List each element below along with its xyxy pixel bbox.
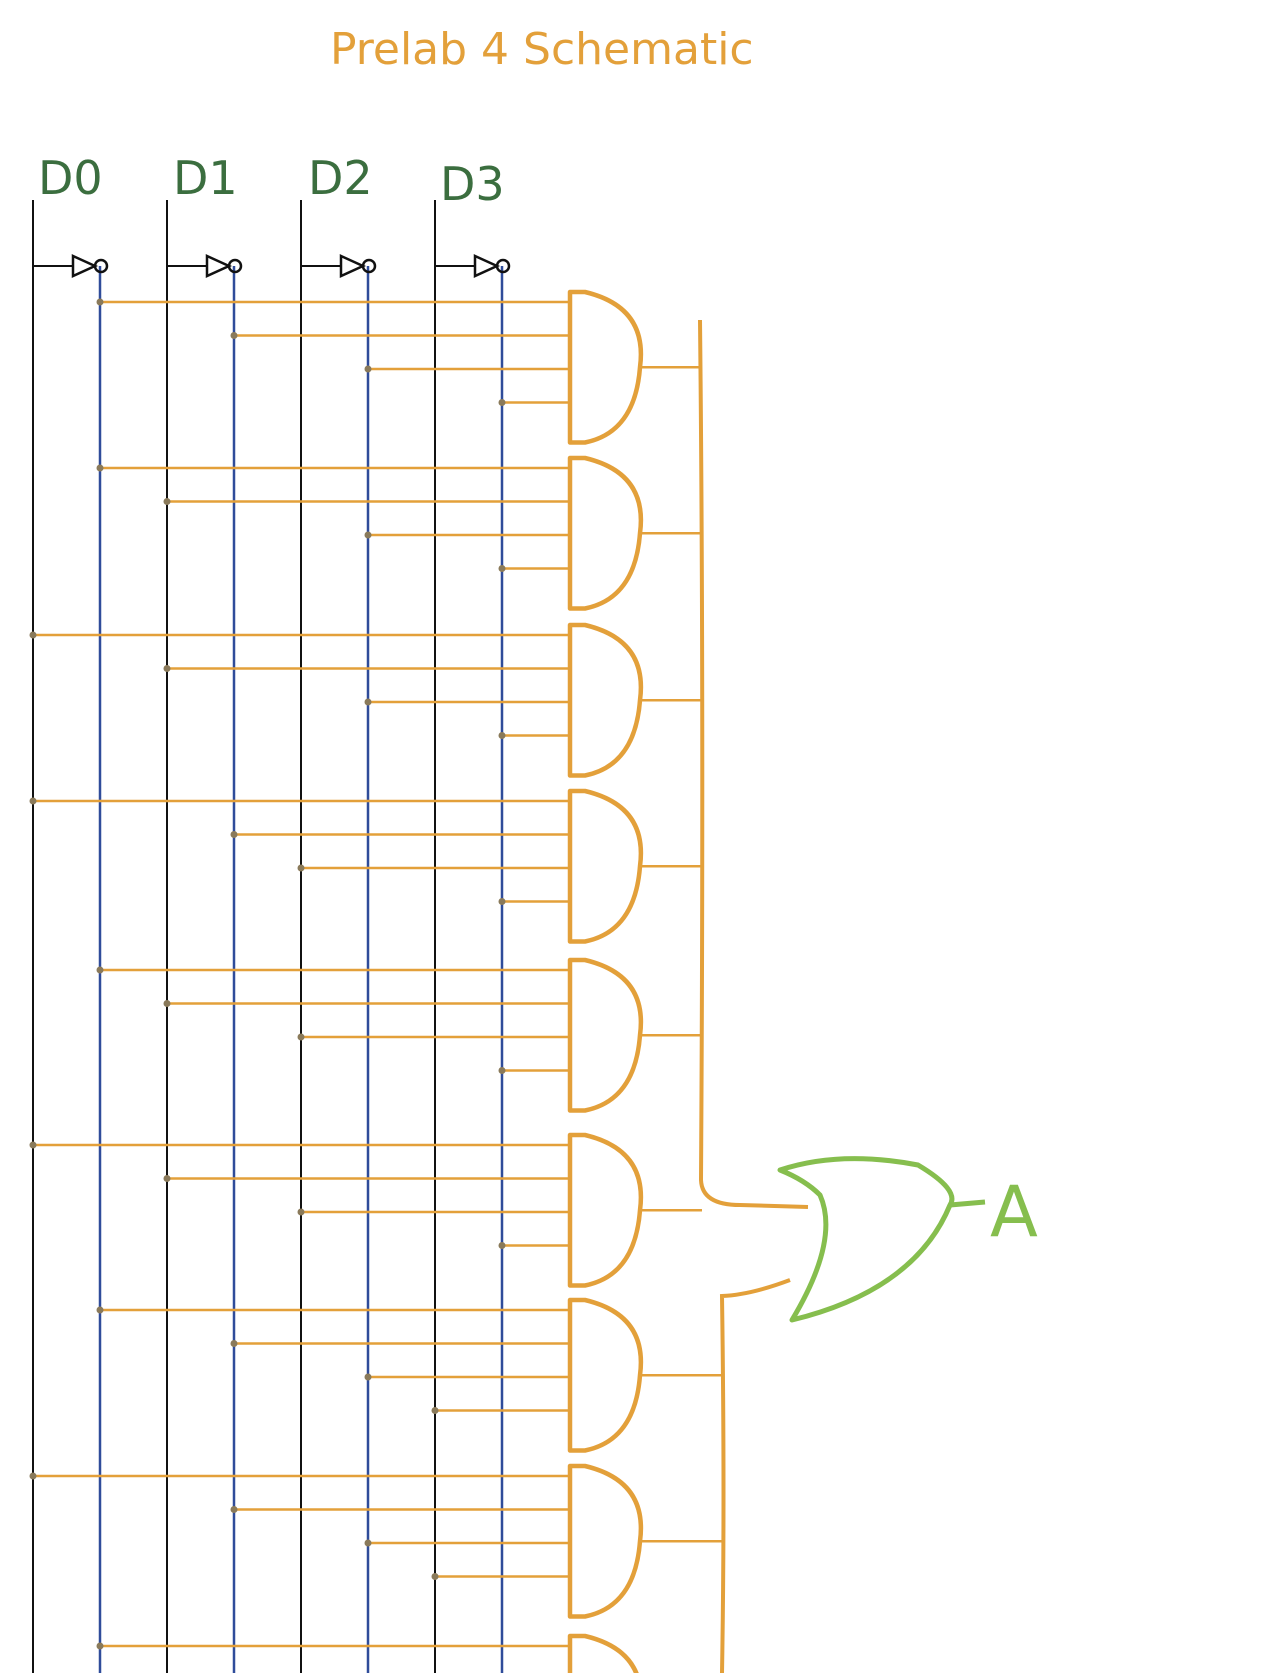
or-gate-body [780, 1159, 952, 1320]
input-label-d2: D2 [308, 151, 373, 205]
and-gates [570, 292, 641, 1673]
and-gate-1 [570, 292, 641, 443]
and-gate-3 [570, 625, 641, 776]
or-bus-upper [700, 320, 808, 1207]
and-7-junction-3 [365, 1374, 372, 1381]
and-gate-6 [570, 1135, 641, 1286]
and-2-junction-2 [164, 498, 171, 505]
and-3-junction-3 [365, 699, 372, 706]
and-8-junction-3 [365, 1540, 372, 1547]
schematic-title: Prelab 4 Schematic [330, 24, 754, 75]
and-6-junction-3 [298, 1209, 305, 1216]
and-5-junction-3 [298, 1034, 305, 1041]
and-6-junction-1 [30, 1142, 37, 1149]
inverter-d3-triangle [475, 256, 497, 276]
or-bus-lower [722, 1280, 790, 1673]
inverter-d0-triangle [73, 256, 95, 276]
and-7-junction-2 [231, 1340, 238, 1347]
and-6-junction-2 [164, 1175, 171, 1182]
and-gate-5 [570, 960, 641, 1111]
and-3-junction-4 [499, 732, 506, 739]
and-4-junction-1 [30, 798, 37, 805]
and-4-junction-3 [298, 865, 305, 872]
or-gate [780, 1159, 985, 1320]
input-rails [33, 200, 502, 1673]
and-7-junction-1 [97, 1307, 104, 1314]
or-input-bus [700, 320, 808, 1673]
and-6-junction-4 [499, 1242, 506, 1249]
and-5-junction-1 [97, 967, 104, 974]
and-4-junction-2 [231, 831, 238, 838]
and-gate-8 [570, 1466, 641, 1617]
and-3-junction-1 [30, 632, 37, 639]
and-1-junction-1 [97, 299, 104, 306]
and-5-junction-2 [164, 1000, 171, 1007]
and-1-junction-2 [231, 332, 238, 339]
inverters [33, 256, 509, 276]
inverter-d1-triangle [207, 256, 229, 276]
input-label-d1: D1 [173, 151, 238, 205]
and-5-junction-4 [499, 1067, 506, 1074]
and-4-junction-4 [499, 898, 506, 905]
output-label-a: A [990, 1171, 1038, 1253]
and-gate-7 [570, 1300, 641, 1451]
and-gate-2 [570, 458, 641, 609]
and-2-junction-1 [97, 465, 104, 472]
and-gate-4 [570, 791, 641, 942]
and-2-junction-3 [365, 532, 372, 539]
and-8-junction-1 [30, 1473, 37, 1480]
and-3-junction-2 [164, 665, 171, 672]
or-output-wire [950, 1202, 985, 1205]
input-label-d0: D0 [38, 151, 103, 205]
and-gate-input-wires [33, 302, 722, 1673]
input-label-d3: D3 [440, 157, 505, 211]
and-9-junction-1 [97, 1643, 104, 1650]
and-8-junction-2 [231, 1506, 238, 1513]
inverter-d2-triangle [341, 256, 363, 276]
and-1-junction-3 [365, 366, 372, 373]
and-8-junction-4 [432, 1573, 439, 1580]
and-gate-9 [570, 1636, 641, 1673]
and-2-junction-4 [499, 565, 506, 572]
and-7-junction-4 [432, 1407, 439, 1414]
and-1-junction-4 [499, 399, 506, 406]
